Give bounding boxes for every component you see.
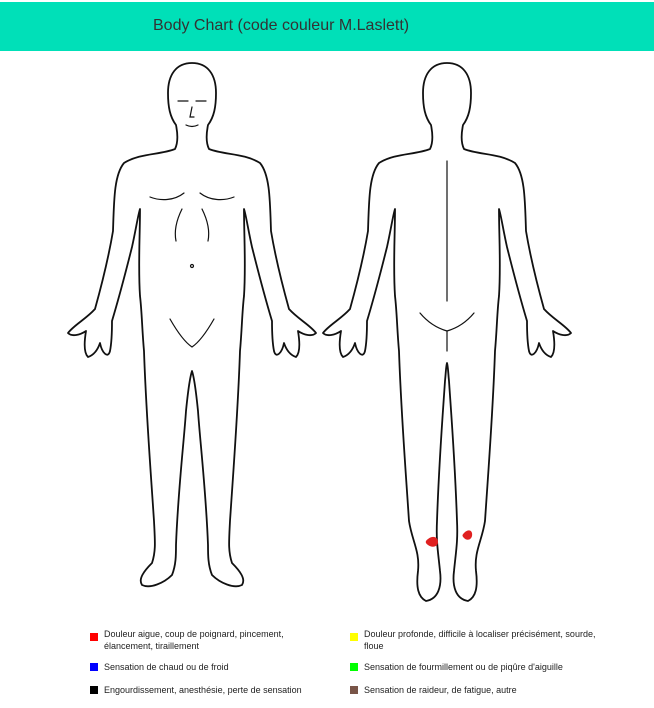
front-body-outline: [68, 63, 316, 586]
body-chart[interactable]: [0, 51, 654, 621]
legend-label-tingling: Sensation de fourmillement ou de piqûre d'aiguille: [364, 662, 563, 672]
back-body-figure[interactable]: [323, 63, 571, 601]
legend-label-sharp-pain: Douleur aigue, coup de poignard, pincement, élancement, tiraillement: [104, 629, 284, 651]
legend-swatch-black: [90, 686, 98, 694]
legend-swatch-yellow: [350, 633, 358, 641]
legend-swatch-red: [90, 633, 98, 641]
legend-label-hot-cold: Sensation de chaud ou de froid: [104, 662, 229, 672]
page-title: Body Chart (code couleur M.Laslett): [153, 17, 410, 34]
pain-mark-right-heel: [463, 530, 473, 539]
legend-swatch-blue: [90, 663, 98, 671]
front-body-figure[interactable]: [68, 63, 316, 586]
legend-label-numbness: Engourdissement, anesthésie, perte de sensation: [104, 685, 302, 695]
legend-swatch-brown: [350, 686, 358, 694]
header-bar: [0, 2, 654, 51]
legend-label-stiffness: Sensation de raideur, de fatigue, autre: [364, 685, 517, 695]
legend: [0, 621, 654, 708]
legend-swatch-green: [350, 663, 358, 671]
legend-label-deep-pain: Douleur profonde, difficile à localiser précisément, sourde, floue: [364, 629, 596, 651]
pain-mark-left-heel: [426, 537, 438, 547]
